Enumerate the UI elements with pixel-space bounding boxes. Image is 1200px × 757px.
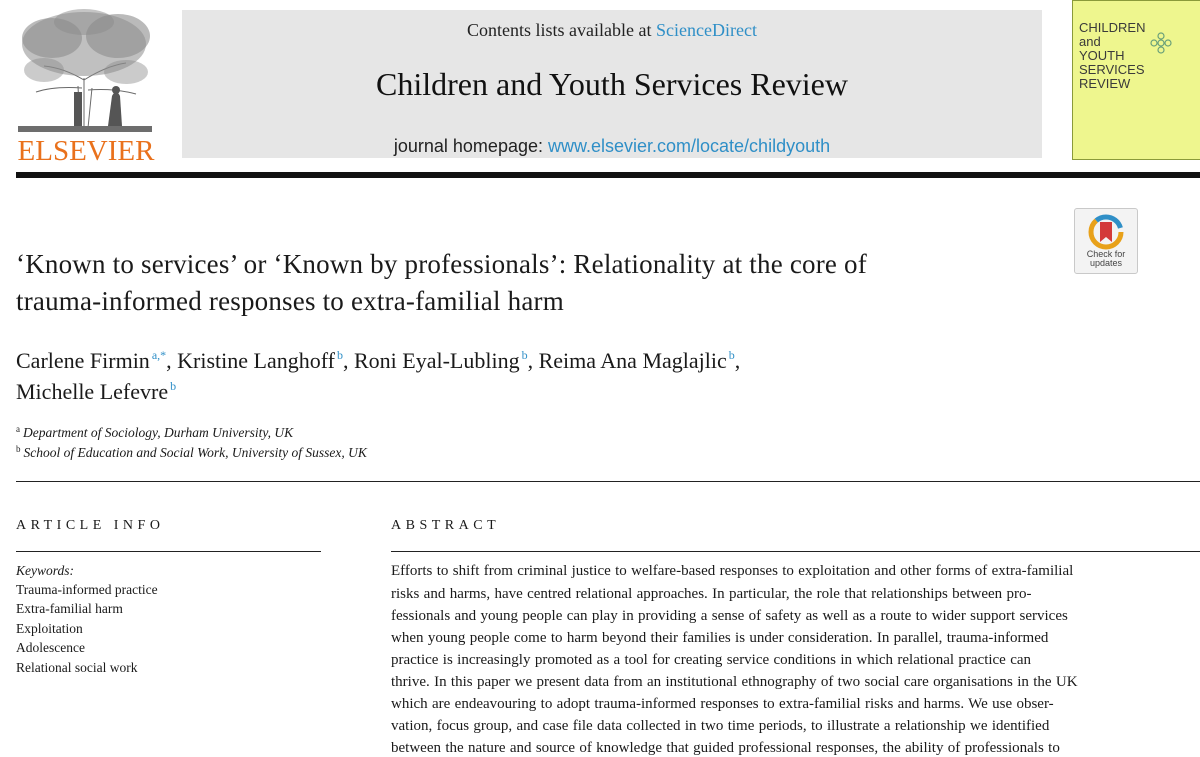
authors-line-2 <box>16 379 176 405</box>
affiliation-marker: b <box>16 444 21 454</box>
author-name[interactable]: Roni Eyal-Lubling <box>353 348 520 373</box>
publisher-wordmark: ELSEVIER <box>17 135 155 167</box>
check-for-updates-label: Check for updates <box>1086 249 1126 268</box>
authors-line-1 <box>16 348 740 374</box>
author-affiliation-marker[interactable]: b <box>336 348 343 362</box>
journal-banner <box>182 10 1042 158</box>
author-affiliation-marker[interactable]: b <box>170 379 177 393</box>
cover-title: CHILDREN and YOUTH SERVICES REVIEW <box>1079 20 1146 91</box>
affiliation-text: Department of Sociology, Durham University, UK <box>23 425 294 440</box>
abstract-line: thrive. In this paper we present data from an institutional ethnography of two social care organisations in the UK <box>391 674 1078 690</box>
homepage-prefix: journal homepage: <box>393 136 548 156</box>
affiliation-b <box>16 444 367 461</box>
keywords-label: Keywords: <box>16 563 74 578</box>
abstract-line: Efforts to shift from criminal justice to welfare-based responses to exploitation and other forms of extra-familial <box>391 563 1074 579</box>
author-affiliation-marker[interactable]: a,* <box>151 348 167 362</box>
keyword-item[interactable]: Extra-familial harm <box>16 601 123 616</box>
journal-title: Children and Youth Services Review <box>376 66 848 102</box>
author-affiliation-marker[interactable]: b <box>728 348 735 362</box>
abstract-line: practice is increasingly promoted as a tool for creating service conditions in which relational practice can <box>391 652 1032 668</box>
abstract-line: risks and harms, have centred relational approaches. In particular, the role that relationships between pro- <box>391 586 1032 602</box>
header-divider <box>16 172 1200 178</box>
contents-line <box>182 20 1042 41</box>
author-separator: , <box>166 348 178 373</box>
abstract-line: when young people come to harm beyond their families is under consideration. In parallel, trauma-informed <box>391 630 1049 646</box>
affiliation-a <box>16 424 293 441</box>
affiliation-marker: a <box>16 424 20 434</box>
keyword-item[interactable]: Trauma-informed practice <box>16 582 158 597</box>
sciencedirect-link[interactable]: ScienceDirect <box>656 20 757 40</box>
journal-cover[interactable] <box>1072 0 1200 160</box>
keyword-item[interactable]: Exploitation <box>16 621 83 636</box>
author-separator: , <box>734 348 741 373</box>
article-title-line-2: trauma-informed responses to extra-familial harm <box>16 286 564 316</box>
abstract-heading: ABSTRACT <box>391 518 501 533</box>
author-separator: , <box>342 348 354 373</box>
author-name[interactable]: Carlene Firmin <box>16 348 150 373</box>
author-affiliation-marker[interactable]: b <box>521 348 528 362</box>
homepage-line <box>182 136 1042 157</box>
journal-homepage-link[interactable]: www.elsevier.com/locate/childyouth <box>547 136 831 156</box>
abstract-line: between the nature and source of knowledge that guided professional responses, the ability of professionals to <box>391 740 1060 756</box>
affiliation-text: School of Education and Social Work, University of Sussex, UK <box>23 445 367 460</box>
bookmark-ring-icon <box>1088 214 1124 250</box>
author-name[interactable]: Kristine Langhoff <box>177 348 335 373</box>
article-info-rule <box>16 551 321 552</box>
keyword-item[interactable]: Adolescence <box>16 640 85 655</box>
tree-emblem-icon <box>14 8 156 134</box>
abstract-rule <box>391 551 1200 552</box>
article-info-heading: ARTICLE INFO <box>16 518 165 533</box>
front-matter-divider <box>16 481 1200 482</box>
abstract-line: vation, focus group, and case file data collected in two time periods, to illustrate a relationship we identified <box>391 718 1050 734</box>
keyword-item[interactable]: Relational social work <box>16 660 138 675</box>
article-title-line-1: ‘Known to services’ or ‘Known by professionals’: Relationality at the core of <box>16 249 867 279</box>
abstract-line: fessionals and young people can play in providing a sense of safety as well as a route to wider support services <box>391 608 1068 624</box>
publisher-logo[interactable] <box>14 8 156 166</box>
contents-prefix: Contents lists available at <box>467 20 656 40</box>
abstract-line: which are endeavouring to adopt trauma-informed responses to extra-familial risks and harms. We use obser- <box>391 696 1054 712</box>
author-name[interactable]: Michelle Lefevre <box>16 379 169 404</box>
author-separator: , <box>527 348 539 373</box>
check-for-updates-button[interactable] <box>1074 208 1138 274</box>
author-name[interactable]: Reima Ana Maglajlic <box>538 348 727 373</box>
cover-ornament-icon <box>1149 31 1173 55</box>
